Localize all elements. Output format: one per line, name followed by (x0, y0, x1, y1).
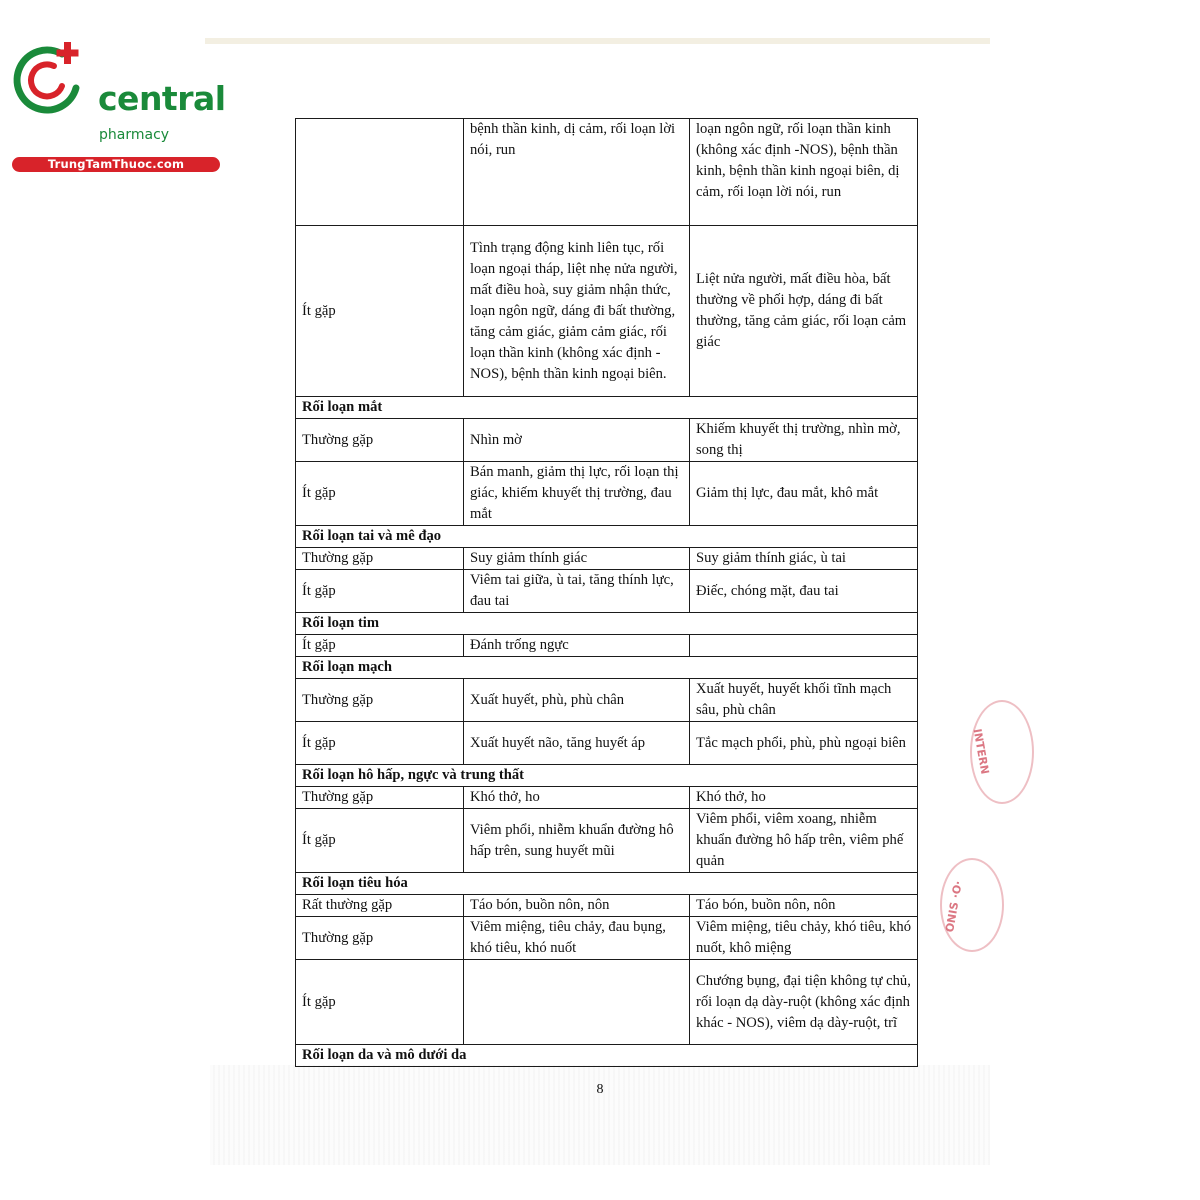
effect-cell-col3: Khiếm khuyết thị trường, nhìn mờ, song thị (690, 419, 918, 462)
effect-cell-col2: Khó thở, ho (464, 787, 690, 809)
frequency-cell: Ít gặp (296, 226, 464, 397)
category-row (296, 397, 918, 419)
frequency-cell: Ít gặp (296, 570, 464, 613)
effect-cell-col3: Tắc mạch phổi, phù, phù ngoại biên (690, 722, 918, 765)
frequency-cell: Ít gặp (296, 635, 464, 657)
frequency-cell: Rất thường gặp (296, 895, 464, 917)
effect-cell-col3: Viêm miệng, tiêu chảy, khó tiêu, khó nuốt, khô miệng (690, 917, 918, 960)
frequency-cell: Thường gặp (296, 917, 464, 960)
logo-brand-subtitle: pharmacy (99, 127, 170, 143)
effect-cell-col2: Xuất huyết não, tăng huyết áp (464, 722, 690, 765)
logo-brand-name: central (98, 79, 226, 118)
category-heading: Rối loạn tai và mê đạo (296, 526, 918, 548)
table-row (296, 462, 918, 526)
table-row (296, 895, 918, 917)
category-heading: Rối loạn tiêu hóa (296, 873, 918, 895)
effect-cell-col2: Suy giảm thính giác (464, 548, 690, 570)
page-number: 8 (596, 1082, 604, 1097)
table-row (296, 787, 918, 809)
effect-cell-col2: Tình trạng động kinh liên tục, rối loạn ngoại tháp, liệt nhẹ nửa người, mất điều hoà, suy giảm nhận thức, loạn ngôn ngữ, dáng đi bất thường, tăng cảm giác, giảm cảm giác, rối loạn thần kinh (không xác định -NOS), bệnh thần kinh ngoại biên. (464, 226, 690, 397)
effect-cell-col2: Đánh trống ngực (464, 635, 690, 657)
table-row (296, 917, 918, 960)
table-row (296, 809, 918, 873)
adverse-effects-table (295, 118, 918, 1067)
frequency-cell: Ít gặp (296, 960, 464, 1045)
category-heading: Rối loạn hô hấp, ngực và trung thất (296, 765, 918, 787)
effect-cell-col2: bệnh thần kinh, dị cảm, rối loạn lời nói, run (464, 119, 690, 226)
scan-noise-area (210, 1065, 990, 1165)
effect-cell-col3: Điếc, chóng mặt, đau tai (690, 570, 918, 613)
frequency-cell: Ít gặp (296, 462, 464, 526)
frequency-cell: Thường gặp (296, 679, 464, 722)
frequency-cell: Thường gặp (296, 419, 464, 462)
category-heading: Rối loạn tim (296, 613, 918, 635)
category-row (296, 657, 918, 679)
table-row (296, 119, 918, 226)
category-heading: Rối loạn mắt (296, 397, 918, 419)
effect-cell-col2: Nhìn mờ (464, 419, 690, 462)
effect-cell-col2: Viêm tai giữa, ù tai, tăng thính lực, đau tai (464, 570, 690, 613)
frequency-cell: Ít gặp (296, 722, 464, 765)
category-row (296, 873, 918, 895)
effect-cell-col3: Giảm thị lực, đau mắt, khô mắt (690, 462, 918, 526)
table-row (296, 419, 918, 462)
category-row (296, 613, 918, 635)
table-row (296, 722, 918, 765)
category-heading: Rối loạn mạch (296, 657, 918, 679)
table-row (296, 635, 918, 657)
table-row (296, 548, 918, 570)
effect-cell-col3: Chướng bụng, đại tiện không tự chủ, rối loạn dạ dày-ruột (không xác định khác - NOS), viêm dạ dày-ruột, trĩ (690, 960, 918, 1045)
effect-cell-col2: Táo bón, buồn nôn, nôn (464, 895, 690, 917)
frequency-cell: Ít gặp (296, 809, 464, 873)
table-row (296, 679, 918, 722)
scan-edge-band (205, 38, 990, 44)
table-row (296, 570, 918, 613)
frequency-cell: Thường gặp (296, 548, 464, 570)
effect-cell-col3: loạn ngôn ngữ, rối loạn thần kinh (không xác định -NOS), bệnh thần kinh, bệnh thần kinh ngoại biên, dị cảm, rối loạn lời nói, run (690, 119, 918, 226)
pharmacy-cross-icon (10, 38, 90, 118)
effect-cell-col3: Xuất huyết, huyết khối tĩnh mạch sâu, phù chân (690, 679, 918, 722)
effect-cell-col3: Viêm phổi, viêm xoang, nhiễm khuẩn đường hô hấp trên, viêm phế quản (690, 809, 918, 873)
effect-cell-col2: Viêm phổi, nhiễm khuẩn đường hô hấp trên, sung huyết mũi (464, 809, 690, 873)
category-row (296, 765, 918, 787)
effect-cell-col3: Táo bón, buồn nôn, nôn (690, 895, 918, 917)
central-pharmacy-logo[interactable] (10, 38, 226, 171)
frequency-cell: Thường gặp (296, 787, 464, 809)
stamp-text-bottom: ONIS ·O· (943, 879, 965, 934)
logo-website-url[interactable]: TrungTamThuoc.com (12, 157, 220, 172)
table-row (296, 226, 918, 397)
category-row (296, 1045, 918, 1067)
effect-cell-col2: Xuất huyết, phù, phù chân (464, 679, 690, 722)
effect-cell-col2: Bán manh, giảm thị lực, rối loạn thị giác, khiếm khuyết thị trường, đau mắt (464, 462, 690, 526)
effect-cell-col2 (464, 960, 690, 1045)
effect-cell-col3 (690, 635, 918, 657)
stamp-text-top: INTERN (970, 727, 992, 776)
category-heading: Rối loạn da và mô dưới da (296, 1045, 918, 1067)
category-row (296, 526, 918, 548)
table-row (296, 960, 918, 1045)
effect-cell-col3: Liệt nửa người, mất điều hòa, bất thường về phối hợp, dáng đi bất thường, tăng cảm giác, rối loạn cảm giác (690, 226, 918, 397)
effect-cell-col2: Viêm miệng, tiêu chảy, đau bụng, khó tiêu, khó nuốt (464, 917, 690, 960)
frequency-cell (296, 119, 464, 226)
effect-cell-col3: Suy giảm thính giác, ù tai (690, 548, 918, 570)
effect-cell-col3: Khó thở, ho (690, 787, 918, 809)
